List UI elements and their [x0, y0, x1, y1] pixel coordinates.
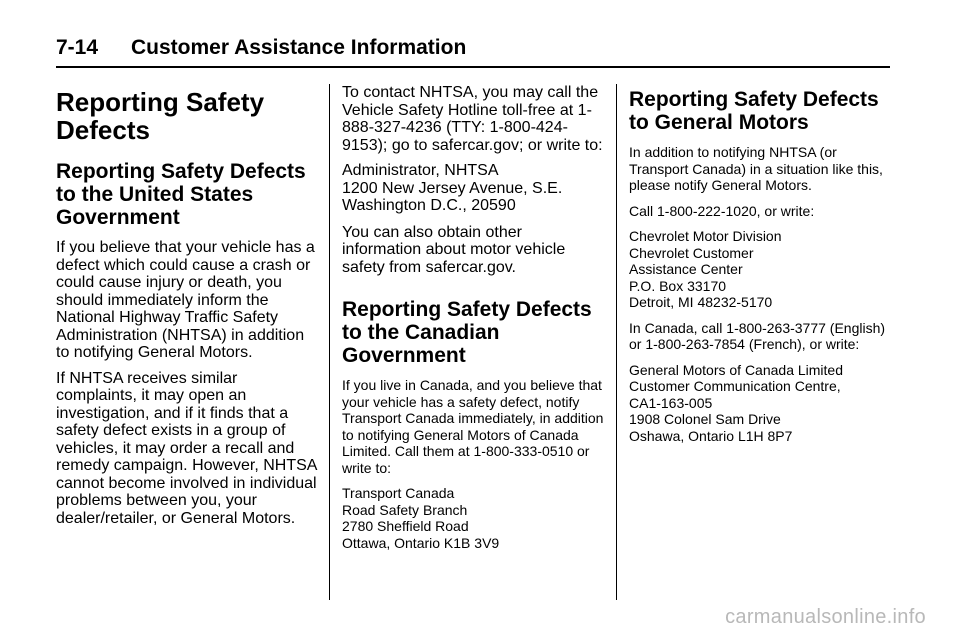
address-line: Administrator, NHTSA [342, 162, 499, 179]
address-line: Chevrolet Motor Division [629, 228, 782, 244]
address-line: Detroit, MI 48232-5170 [629, 294, 773, 310]
address-line: 1908 Colonel Sam Drive [629, 411, 781, 427]
address-line: P.O. Box 33170 [629, 277, 727, 294]
address-line: Chevrolet Customer [629, 244, 754, 261]
address-line: Customer Communication Centre, [629, 378, 841, 394]
watermark: carmanualsonline.info [725, 606, 926, 628]
nhtsa-address [342, 162, 604, 215]
gm-call-paragraph: Call 1-800-222-1020, or write: [629, 202, 815, 219]
address-line: CA1-163-005 [629, 394, 713, 411]
column-1 [56, 84, 318, 535]
address-line: 1200 New Jersey Avenue, S.E. [342, 179, 563, 197]
column-divider [329, 84, 330, 600]
address-line: Washington D.C., 20590 [342, 197, 516, 214]
gm-canada-address [629, 362, 894, 445]
paragraph: If NHTSA receives similar complaints, it may open an investigation, and if it finds that a safety defect exists in a group of vehicles, it may order a recall and remedy campaign. However, NHTSA cannot become involved in individual problems between you, your dealer/retailer, or General Motors. [56, 369, 317, 527]
address-line: Road Safety Branch [342, 501, 468, 518]
column-2 [342, 84, 604, 560]
address-line: 2780 Sheffield Road [342, 518, 469, 534]
address-line: Assistance Center [629, 261, 743, 277]
section-title: Customer Assistance Information [131, 36, 467, 59]
address-line: General Motors of Canada Limited [629, 361, 843, 378]
column-3 [629, 84, 894, 453]
gm-intro-paragraph: In addition to notifying NHTSA (or Transport Canada) in a situation like this, please notify General Motors. [629, 144, 883, 193]
page-number: 7-14 [56, 36, 99, 59]
transport-canada-address [342, 485, 604, 551]
nhtsa-contact-paragraph: To contact NHTSA, you may call the Vehicle Safety Hotline toll-free at 1-888-327-4236 (TTY: 1-800-424-9153); go to safercar.gov; or write to: [342, 84, 603, 154]
address-line: Oshawa, Ontario L1H 8P7 [629, 427, 793, 444]
us-government-heading: Reporting Safety Defects to the United States Government [56, 160, 306, 229]
address-line: Transport Canada [342, 485, 455, 501]
canada-paragraph: If you live in Canada, and you believe that your vehicle has a safety defect, notify Transport Canada immediately, in addition to notifying General Motors of Canada Limited. Call them at 1-800-333-0510 or write to: [342, 377, 604, 476]
main-heading: Reporting Safety Defects [56, 87, 265, 145]
chevrolet-address [629, 228, 894, 311]
general-motors-heading: Reporting Safety Defects to General Motors [629, 88, 879, 134]
page-header [56, 36, 890, 68]
canada-call-paragraph: In Canada, call 1-800-263-3777 (English) or 1-800-263-7854 (French), or write: [629, 319, 886, 352]
paragraph: If you believe that your vehicle has a defect which could cause a crash or could cause injury or death, you should immediately inform the National Highway Traffic Safety Administration (NHTSA) in addition to notifying General Motors. [56, 239, 315, 361]
column-divider [616, 84, 617, 600]
more-info-paragraph: You can also obtain other information about motor vehicle safety from safercar.gov. [342, 223, 566, 276]
canadian-government-heading: Reporting Safety Defects to the Canadian Government [342, 298, 592, 367]
address-line: Ottawa, Ontario K1B 3V9 [342, 534, 500, 551]
